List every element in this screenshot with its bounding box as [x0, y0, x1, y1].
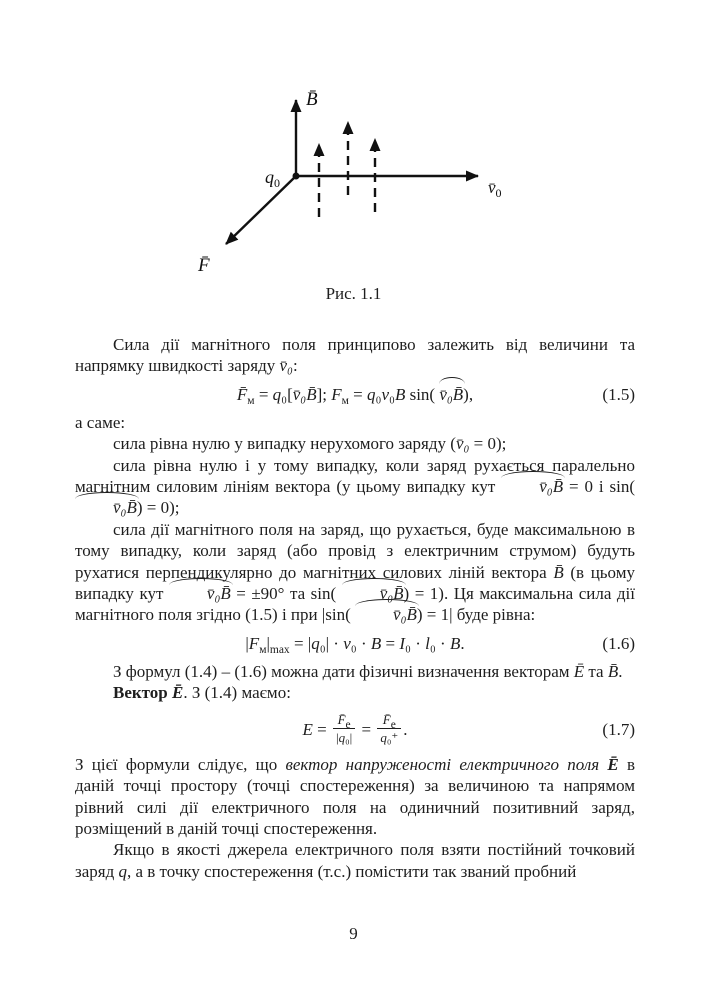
equation-1-7: [75, 708, 635, 752]
label-v0: $v̄_0$: [488, 178, 502, 200]
paragraph-vector-e-heading: Вектор Ē. З (1.4) маємо:: [113, 683, 291, 703]
vector-f-arrow: [226, 176, 296, 244]
fraction-2: $\frac{F̄е}{\text{q₀⁺}}$: [377, 712, 401, 746]
equation-1-6-body: $|F_м|_{max} = |q_0| \cdot v_0 \cdot B = I_0 \cdot l_0 \cdot B$.: [245, 633, 465, 656]
equation-1-6: [75, 631, 635, 657]
paragraph-point-charge: Якщо в якості джерела електричного поля взяти постійний точковий заряд q, а в точку спостереження (т.с.) помістити так званий пробний: [75, 840, 635, 881]
charge-point: [293, 173, 300, 180]
paragraph-definitions: З формул (1.4) – (1.6) можна дати фізичні визначення векторам Ē та B̄.: [113, 661, 623, 681]
page-number: 9: [349, 924, 358, 943]
paragraph-intro: Сила дії магнітного поля принципово залежить від величини та напрямку швидкості заряду v̄₀:: [75, 335, 635, 376]
paragraph-a-same: а саме:: [75, 412, 126, 432]
equation-1-7-period: .: [403, 719, 408, 739]
paragraph-case-perpendicular: сила дії магнітного поля на заряд, що рухається, буде максимальною в тому випадку, коли заряд (або провід з електричним струмом) будуть рухатися перпендикулярно до магнітних силових ліній вектора B̄ (в цьому випадку кут v̄₀B̄ = ±90° та sin( v̄₀B̄) = 1). Ця максимальна сила дії магнітного поля згідно (1.5) і при |sin( v̄₀B̄) = 1| буде рівна:: [75, 519, 636, 625]
label-b: B̄: [306, 89, 318, 110]
fraction-1: $\frac{F̄е}{\text{|q₀|}}$: [333, 712, 355, 746]
figure-1-1: [0, 0, 707, 280]
equation-1-7-equals: =: [361, 719, 372, 739]
equation-1-5-number: (1.5): [602, 384, 635, 404]
equation-1-7-lhs: E =: [302, 719, 331, 739]
figure-caption: Рис. 1.1: [325, 284, 382, 303]
paragraph-case-parallel: сила рівна нулю і у тому випадку, коли заряд рухається паралельно магнітним силовим лініям вектора (у цьому випадку кут v̄₀B̄ = 0 і sin( v̄₀B̄) = 0);: [75, 455, 635, 518]
label-q0: $q_0$: [265, 167, 280, 190]
equation-1-5: [75, 382, 635, 408]
paragraph-e-definition: З цієї формули слідує, що вектор напруженості електричного поля Ē в даній точці простору (точці спостереження) за величиною та напрямом рівний силі дії електричного поля на одиничний позитивний заряд, розміщений в даній точці спостереження.: [75, 754, 636, 838]
equation-1-6-number: (1.6): [602, 633, 635, 653]
equation-1-5-body: $F̄_м$ = q₀[v̄₀B̄]; $F_м = q_0v_0B$ sin( v̄₀B̄),: [237, 385, 473, 404]
label-f: F̄: [198, 255, 210, 276]
equation-1-7-number: (1.7): [602, 719, 635, 739]
paragraph-case-zero-velocity: сила рівна нулю у випадку нерухомого заряду (v̄₀ = 0);: [113, 434, 507, 454]
equation-1-7-body: [302, 711, 408, 746]
content: [0, 334, 707, 882]
